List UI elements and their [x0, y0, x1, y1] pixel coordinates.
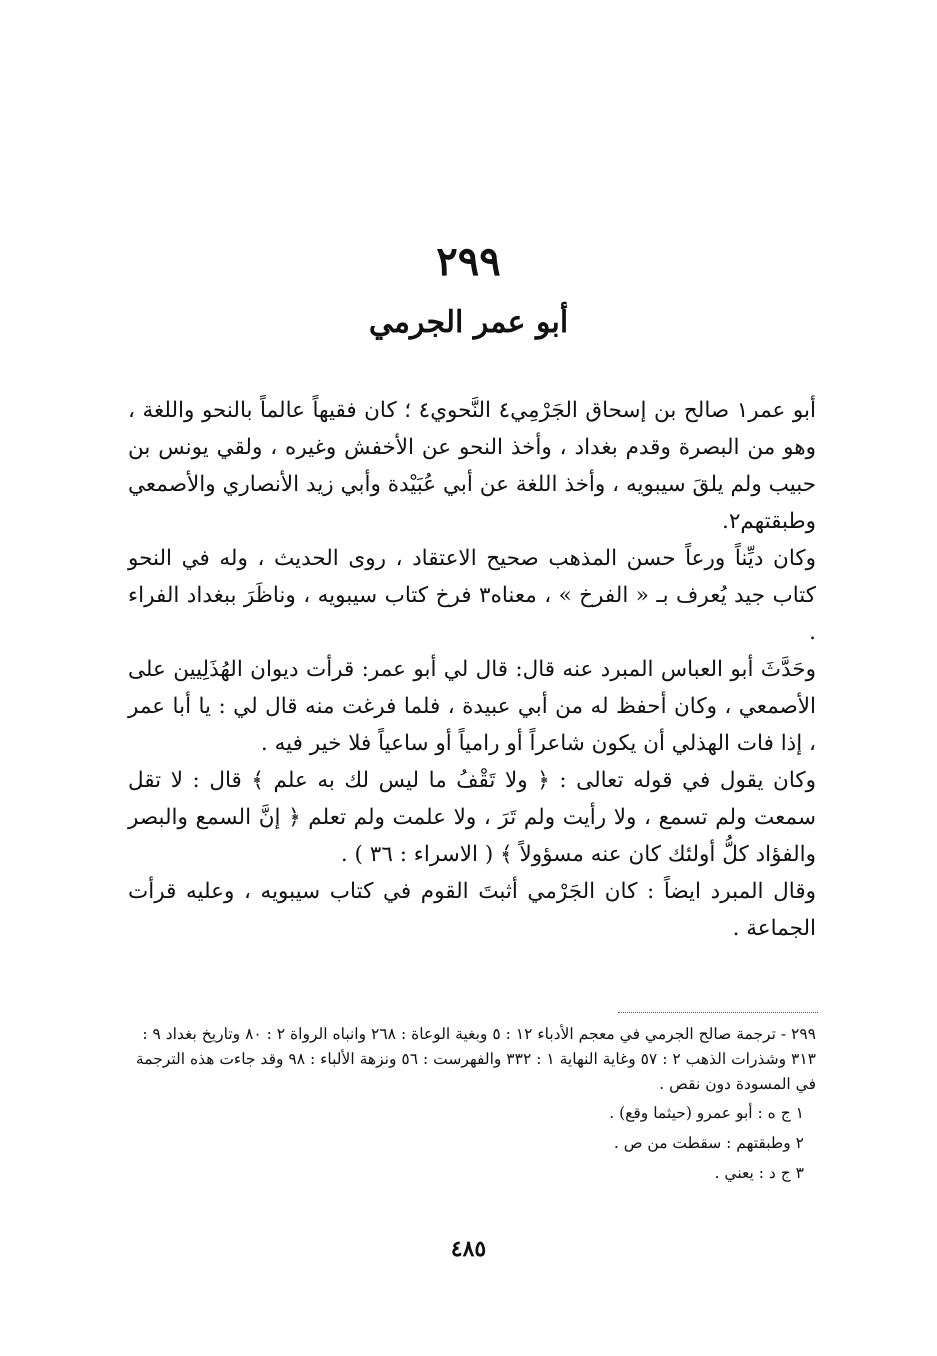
- paragraph: وقال المبرد ايضاً : كان الجَرْمي أثبتَ القوم في كتاب سيبويه ، وعليه قرأت الجماعة .: [128, 879, 816, 941]
- footnote-divider: [618, 1012, 818, 1013]
- footnotes: [128, 1022, 816, 1187]
- biography-text: [128, 392, 816, 947]
- paragraph: أبو عمر١ صالح بن إسحاق الجَرْمِي٤ النَّحوي٤ ؛ كان فقيهاً عالماً بالنحو واللغة ، وهو من البصرة وقدم بغداد ، وأخذ النحو عن الأخفش وغيره ، ولقي يونس بن حبيب ولم يلقَ سيبويه ، وأخذ اللغة عن أبي عُبَيْدة وأبي زيد الأنصاري والأصمعي وطبقتهم٢.: [128, 398, 816, 534]
- page-number: ٤٨٥: [450, 1236, 487, 1262]
- footnote-item: ٢ وطبقتهم : سقطت من ص .: [613, 1134, 804, 1152]
- paragraph: وكان يقول في قوله تعالى : ﴿ ولا تَقْفُ ما ليس لك به علم ﴾ قال : لا تقل سمعت ولم تسمع ، ولا رأيت ولم تَرَ ، ولا علمت ولم تعلم ﴿ إنَّ السمع والبصر والفؤاد كلُّ أولئك كان عنه مسؤولاً ﴾ ( الاسراء : ٣٦ ) .: [128, 768, 816, 867]
- entry-number: ٢٩٩: [436, 238, 501, 285]
- entry-title: أبو عمر الجرمي: [368, 305, 569, 340]
- footnote-main: ٢٩٩ - ترجمة صالح الجرمي في معجم الأدباء ١٢ : ٥ وبغية الوعاة : ٢٦٨ وانباه الرواة ٢ : ٨٠ وتاريخ بغداد ٩ : ٣١٣ وشذرات الذهب ٢ : ٥٧ وغاية النهاية ١ : ٣٣٢ والفهرست : ٥٦ ونزهة الألباء : ٩٨ وقد جاءت هذه الترجمة في المسودة دون نقص .: [135, 1025, 816, 1093]
- footnote-item: ١ ج ه : أبو عمرو (حيثما وقع) .: [609, 1104, 804, 1122]
- footnote-item: ٣ ج د : يعني .: [714, 1164, 804, 1182]
- paragraph: وحَدَّثَ أبو العباس المبرد عنه قال: قال لي أبو عمر: قرأت ديوان الهُذَلِيين على الأصمعي ، وكان أحفظ له من أبي عبيدة ، فلما فرغت منه قال لي : يا أبا عمر ، إذا فات الهذلي أن يكون شاعراً أو رامياً أو ساعياً فلا خير فيه .: [128, 657, 816, 756]
- paragraph: وكان ديِّناً ورعاً حسن المذهب صحيح الاعتقاد ، روى الحديث ، وله في النحو كتاب جيد يُعرف بـ « الفرخ » ، معناه٣ فرخ كتاب سيبويه ، وناظَرَ ببغداد الفراء .: [128, 546, 816, 645]
